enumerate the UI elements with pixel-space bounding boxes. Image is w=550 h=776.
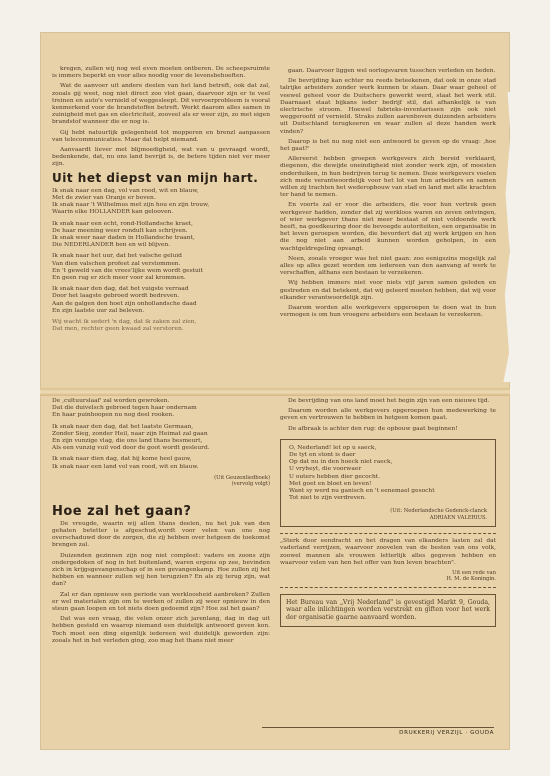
poem-stanza — [52, 424, 270, 453]
poem-line: Ik snak naar een land vol van rood, wit en blauw. — [52, 463, 199, 470]
poem-stanza — [52, 188, 270, 217]
paragraph: Wat de aanvoer uit andere deelen van het land betreft, ook dat zal, zooals gij weet, nog niet direct zoo vlot gaan, daarvoor zijn er te veel treinen en auto's vernield of weggesleept. Dit vervoerprobleem is vooral kenmerkend voor de brandstoffen betreft. Werkt daarom alles samen in zuinigheid met gas en electriciteit, zooveel als er weer zijn, zo met eigen brandstof wanneer die er nog is. — [52, 83, 270, 126]
paragraph: Zal er dan opnieuw een periode van werkloosheid aanbreken? Zullen er wel materialen zijn om te werken of zullen zij weer opnieuw in den steun gaan loopen en tot niets doen gedoemd zijn? Hoe zal het gaan? — [52, 591, 270, 613]
footer-divider — [262, 727, 494, 728]
boxed-poem — [280, 439, 496, 527]
poem-line: Wij wacht ik sedert 'n dag, dat ik zaken zal zien, — [52, 319, 197, 326]
poem-line: Met goet en bloet en leven! — [289, 480, 372, 487]
paragraph: De afbraak is achter den rug: de opbouw gaat beginnen! — [288, 425, 458, 432]
poem-source-note: (vervolg volgt) — [231, 481, 270, 488]
poem-line: Ik snak naar het uur, dat het valsche geluid — [52, 253, 182, 260]
printer-credit: DRUKKERIJ VERZIJL · GOUDA — [399, 730, 494, 736]
paragraph: Daarop is het nu nog niet een antwoord te geven op de vraag: ‚hoe het gaat?' — [280, 138, 496, 153]
poem-author: ADRIAEN VALERIUS. — [429, 514, 487, 521]
poem-line: Als een vunzig vuil vod door de goot wordt gesleurd. — [52, 445, 210, 452]
poem-line: Aan de galgen den hoet zijn onhollandsche daad — [52, 300, 197, 307]
poem-line: Ik snak naar 't Wilhelmus met zijn hou en zijn trouw, — [52, 202, 210, 209]
poem-stanza — [289, 445, 487, 503]
poem-line: En haar puinhoopen nu nog deel rooken. — [52, 412, 175, 419]
poem-stanza — [52, 286, 270, 315]
poem-stanza — [52, 221, 270, 250]
quote-source: Uit een rede van — [452, 570, 496, 577]
paragraph: Duizenden gezinnen zijn nog niet compleet: vaders en zoons zijn ondergedoken of nog in het buitenland, waren ergens op zee, bevinden zich in krijgsgevangenschap of in een gevangenkamp. Hoe zullen zij het hebben en wanneer zullen wij hen terugzien? En als zij terug zijn, wat dan? — [52, 552, 270, 588]
quote-block — [280, 533, 496, 588]
poem-line: Ik snak naar een dag, vol van rood, wit en blauw, — [52, 187, 199, 194]
poem-line: Ik snak naar een echt, rond-Hollandsche kraet, — [52, 220, 193, 227]
column-top-right — [280, 68, 496, 323]
poem-line: U outers hebben dier gecocht. — [289, 473, 380, 480]
poem-line: De tyt en stont is daer — [289, 452, 356, 459]
paragraph: Daarom worden alle werkgevers opgeroepen te doen wat in hun vermogen is om hun vroegere arbeiders een bestaan te verzekeren. — [280, 305, 496, 319]
poem-line: Ik snak naar dien dag, dat hij kome heel gauw, — [52, 456, 192, 463]
poem-line: Door het laagste gebroed wordt bedreven. — [52, 293, 180, 300]
quote-text: „Sterk door eendracht en het dragen van elkanders lasten zal dat vaderland verrijzen, waarvoor zoovelen van de besten van ons volk, zoowel mannen als vrouwen letterlijk alles gegeven hebben en waarvoor velen van hen het offer van hun leven brachten". — [280, 538, 496, 566]
paragraph: kregen, zullen wij nog wel even moeten ontberen. De scheepsruimte is immers beperkt en voor alles noodig voor de levensbehoeften. — [52, 66, 270, 80]
notice-box — [280, 594, 496, 627]
poem-line: De haar meening weer rondult kan schrijven. — [52, 227, 188, 234]
poem-line: Waarin elke HOLLANDER kan gelooven. — [52, 209, 174, 216]
poem-line: Van dien valschen profeet zal verstommen. — [52, 260, 181, 267]
poem-stanza-cut — [52, 319, 270, 333]
paragraph: Daarom worden alle werkgevers opgeroepen hun medewerking te geven en vertrouwen te hebben in hetgeen komen gaat. — [280, 408, 496, 422]
paragraph: Dat was een vraag, die velen onzer zich jarenlang, dag in dag uit hebben gesteld en waarop niemand een duidelijk antwoord geven kon. Toch moet een ding eigenlijk iedereen wel duidelijk geworden zijn: zooals het in het verleden ging, zoo mag het thans niet meer — [52, 616, 270, 644]
poem-line: En 't geweld van die vrees'lijke wem wordt gestuit — [52, 267, 204, 274]
poem-line: Want sy werd nu ganisch en 't eenemael gesocht — [289, 488, 435, 495]
poem-source: (Uit: Nederlandsche Gedenck-clanck — [390, 508, 487, 515]
poem-line: O, Nederland! let op u saeck, — [289, 444, 377, 451]
poem-line: Op dat nu in den hoeck niet raeck, — [289, 459, 393, 466]
poem-line: Zonder Sieg, zonder Heil, naar zijn Heimat zal gaan — [52, 430, 208, 437]
poem-line: Met de zwier van Oranje er boven. — [52, 195, 156, 202]
poem-stanza — [52, 398, 270, 420]
poem-line: Ik snak naar den dag, dat het laatste Germaan, — [52, 423, 194, 430]
paragraph: De vreugde, waarin wij allen thans deelen, nu het juk van den gehaten betetter is afgeschud,wordt voor velen van ons nog overschaduwd door de zorgen, die zij hebben over hetgeen de toekomst brengen zal. — [52, 520, 270, 549]
article-heading: Hoe zal het gaan? — [52, 503, 192, 519]
poem-line: Tot niet te zijn verdreven. — [289, 495, 367, 502]
paragraph: Gij hebt natuurlijk gelegenheid tot mopperen en brenzl aanpassen van telecommunicaties. Maar dat helpt niemand. — [52, 129, 270, 143]
newspaper-sheet — [40, 32, 510, 750]
paragraph: gaan. Daarvoor liggen wel oorlogsvaren tusschen verleden en heden. — [288, 68, 496, 74]
poem-line: De ‚cultuurslaaf' zal worden gewroken. — [52, 398, 170, 404]
poem-line: Ik snak weer naar daden in Hollandsche traant, — [52, 235, 195, 242]
column-top-left — [52, 66, 270, 338]
paragraph: Allereerst hebben groepen werkgevers zich bereid verklaard, diegenen, die dewijde oneindigheid niet zonder werk zijn, of moesten onderduiken, in hun bedrijven terug te nemen. Deze werkgevers voelen zich mede verantwoordelijk voor het lot van hun arbeiders en samen willen zij trachten het wederopbouw van stad en land met alle krachten ter hand te nemen. — [280, 156, 496, 199]
poem-stanza — [52, 253, 270, 282]
poem-title: Uit het diepst van mijn hart. — [52, 170, 259, 185]
paragraph: Wij hebben immers niet voor niets vijf jaren samen geleden en gestreden en dat betekent, dat wij geleerd moeten hebben, dat wij voor elkander verantwoordelijk zijn. — [280, 280, 496, 301]
paragraph: De bevrijding van ons land moet het begin zijn van een nieuwe tijd. — [288, 398, 490, 404]
poem-line: En geen rug er zich meer voor zal krommen. — [52, 275, 186, 282]
poem-stanza — [52, 456, 270, 470]
poem-line: En zijn laatste uur zal beleven. — [52, 307, 145, 314]
paragraph: De bevrijding kan echter nu reeds beteekenen, dat ook in onze stad talrijke arbeiders zonder werk kunnen te staan. Daar waar geheel of veewel geheel voor de Duitschers gewerkt werd, staat het werk stil. Daarnaast staat bijkans ieder bedrijf stil, dat afhankelijk is van electrische stroom. Hoewel fabrieks-inventarissen zijn ook niet weggeroofd of vernield. Straks zullen aarenboven duizenden arbeiders uit Duitschland terugkeeren en waar zullen al deze handen werk vinden? — [280, 78, 496, 135]
poem-line: Dat die duivelsch gebroed tegen haar ondernam — [52, 405, 197, 412]
paragraph: Aanvaardt liever met blijmoedigheid, wat van u gevraagd wordt, bedenkende, dat, nu ons land bevrijd is, de betere tijden niet ver meer zijn. — [52, 147, 270, 168]
paragraph: En voorts zal er voor die arbeiders, die voor hun vertrek geen werkgever hadden, zonder dat zij werkloos waren en zeven ontvingen, of wier werkgever thans niet meer bestaat of niet voldoende werk heeft, na goedkeuring door de bevoegde autoriteiten, een organisatie in het leven geroepen worden, die bevordert dat zij werk krijgen en hen die nog niet aan arbeid kunnen worden geholpen, in een wachtgeldregeling opvangt. — [280, 202, 496, 252]
poem-line: Ik snak naar den dag, dat het vuigste verraad — [52, 286, 189, 293]
poem-source: (Uit Geuzenliedboek) — [214, 474, 270, 481]
page-fold — [40, 388, 510, 396]
quote-author: H. M. de Koningin. — [446, 576, 496, 583]
notice-text: Het Bureau van „Vrij Nederland" is gevestigd Markt 9, Gouda, waar alle inlichtingen worden verstrekt en giften voor het werk der organisatie gaarne aanvaard worden. — [286, 598, 490, 622]
poem-line: U vryheyt, die voorwaer — [289, 466, 362, 473]
poem-line: En zijn vunzige vlag, die ons land thans besmeurt, — [52, 438, 203, 445]
column-bottom-left — [52, 398, 270, 648]
poem-line: Die NEDERLANDER ben en wil blijven. — [52, 242, 171, 249]
column-bottom-right — [280, 398, 496, 631]
poem-line: Dat men, rechter geen kwaad zal verstoren. — [52, 326, 184, 333]
paragraph: Neen, zooals vroeger was het niet gaan: zoo eenigszins mogelijk zal alles op alles gezet worden om iedereen van den aanvang af werk te verschaffen, althans een bestaan te verzekeren. — [280, 255, 496, 277]
torn-edge — [502, 92, 516, 382]
